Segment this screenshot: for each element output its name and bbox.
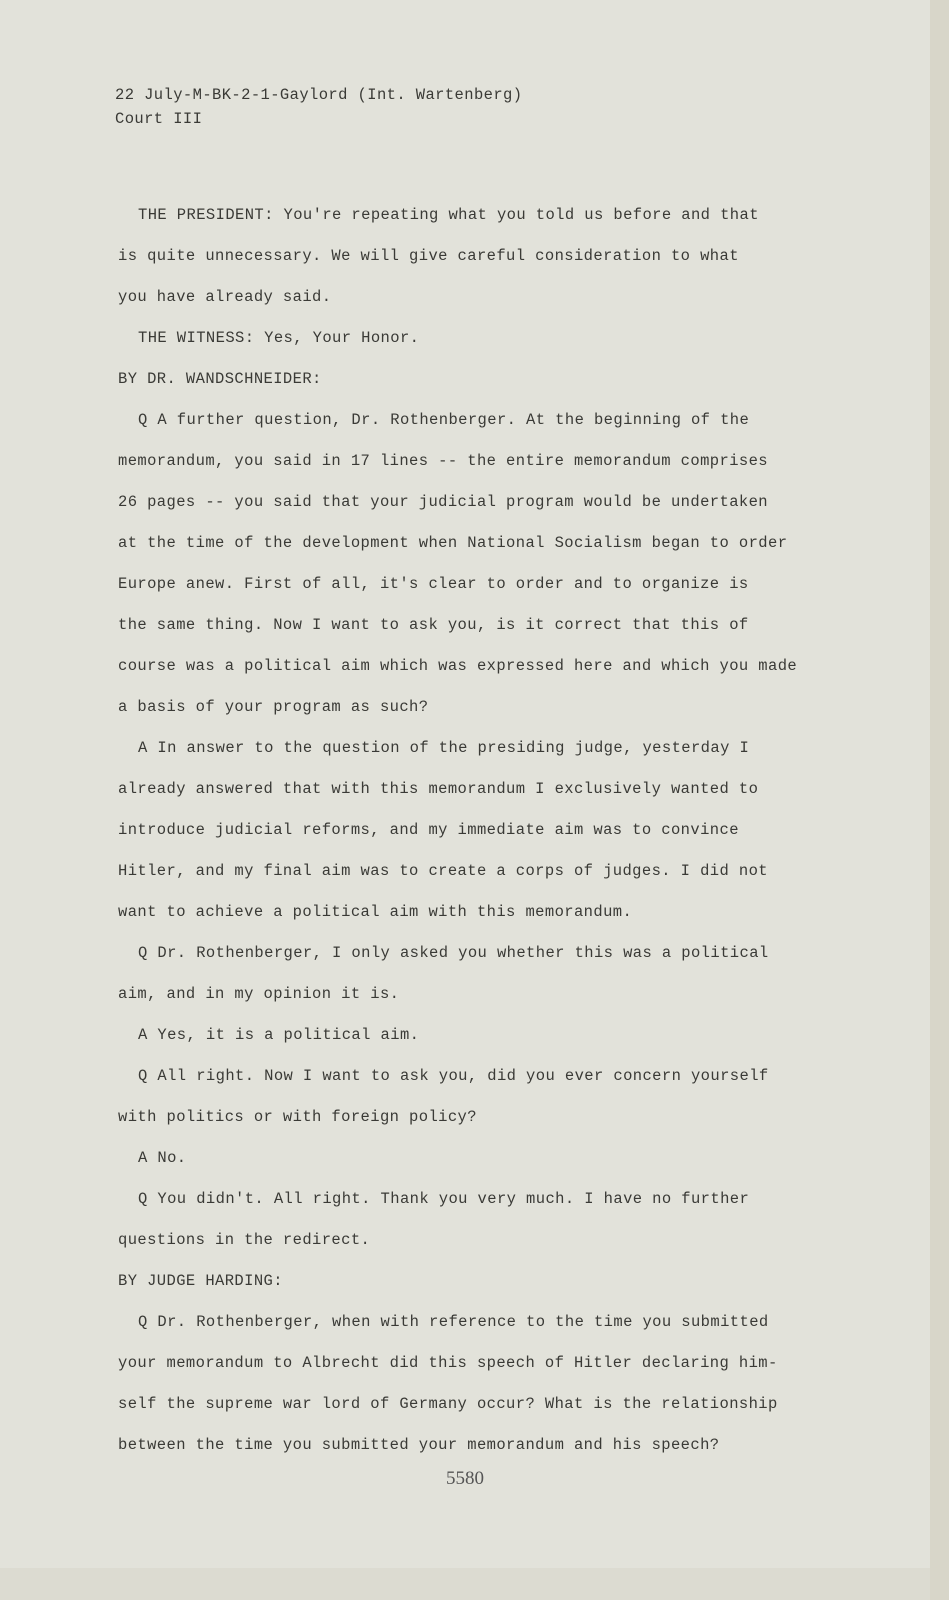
transcript-line: at the time of the development when National Socialism began to order xyxy=(118,534,788,552)
transcript-line: Q All right. Now I want to ask you, did you ever concern yourself xyxy=(138,1067,769,1085)
transcript-line: A No. xyxy=(138,1149,187,1167)
transcript-line: you have already said. xyxy=(118,288,332,306)
transcript-line: THE WITNESS: Yes, Your Honor. xyxy=(138,329,420,347)
transcript-line: Hitler, and my final aim was to create a corps of judges. I did not xyxy=(118,862,769,880)
transcript-line: memorandum, you said in 17 lines -- the entire memorandum comprises xyxy=(118,452,769,470)
transcript-line: questions in the redirect. xyxy=(118,1231,371,1249)
transcript-line: Europe anew. First of all, it's clear to order and to organize is xyxy=(118,575,749,593)
transcript-line: between the time you submitted your memorandum and his speech? xyxy=(118,1436,720,1454)
transcript-line: want to achieve a political aim with this memorandum. xyxy=(118,903,633,921)
transcript-line: 26 pages -- you said that your judicial program would be undertaken xyxy=(118,493,769,511)
transcript-line: the same thing. Now I want to ask you, is it correct that this of xyxy=(118,616,749,634)
transcript-body xyxy=(118,200,838,1471)
transcript-line: aim, and in my opinion it is. xyxy=(118,985,400,1003)
transcript-line: Q You didn't. All right. Thank you very much. I have no further xyxy=(138,1190,750,1208)
page-bottom-margin xyxy=(0,1568,930,1600)
transcript-line: A Yes, it is a political aim. xyxy=(138,1026,420,1044)
transcript-line: Q Dr. Rothenberger, I only asked you whether this was a political xyxy=(138,944,769,962)
transcript-line: THE PRESIDENT: You're repeating what you told us before and that xyxy=(138,206,759,224)
transcript-line: with politics or with foreign policy? xyxy=(118,1108,477,1126)
page-edge xyxy=(930,0,949,1600)
transcript-line: BY JUDGE HARDING: xyxy=(118,1272,283,1290)
transcript-line: Q Dr. Rothenberger, when with reference to the time you submitted xyxy=(138,1313,769,1331)
header-case-line: 22 July-M-BK-2-1-Gaylord (Int. Wartenberg) xyxy=(115,86,523,104)
transcript-line: your memorandum to Albrecht did this speech of Hitler declaring him- xyxy=(118,1354,778,1372)
transcript-line: A In answer to the question of the presiding judge, yesterday I xyxy=(138,739,750,757)
transcript-line: already answered that with this memorandum I exclusively wanted to xyxy=(118,780,759,798)
transcript-line: Q A further question, Dr. Rothenberger. At the beginning of the xyxy=(138,411,750,429)
transcript-line: self the supreme war lord of Germany occur? What is the relationship xyxy=(118,1395,778,1413)
document-header xyxy=(115,83,522,131)
transcript-line: is quite unnecessary. We will give careful consideration to what xyxy=(118,247,739,265)
transcript-line: a basis of your program as such? xyxy=(118,698,429,716)
transcript-line: introduce judicial reforms, and my immediate aim was to convince xyxy=(118,821,739,839)
header-court-line: Court III xyxy=(115,110,203,128)
page-number: 5580 xyxy=(446,1468,484,1489)
transcript-line: course was a political aim which was expressed here and which you made xyxy=(118,657,798,675)
transcript-line: BY DR. WANDSCHNEIDER: xyxy=(118,370,322,388)
